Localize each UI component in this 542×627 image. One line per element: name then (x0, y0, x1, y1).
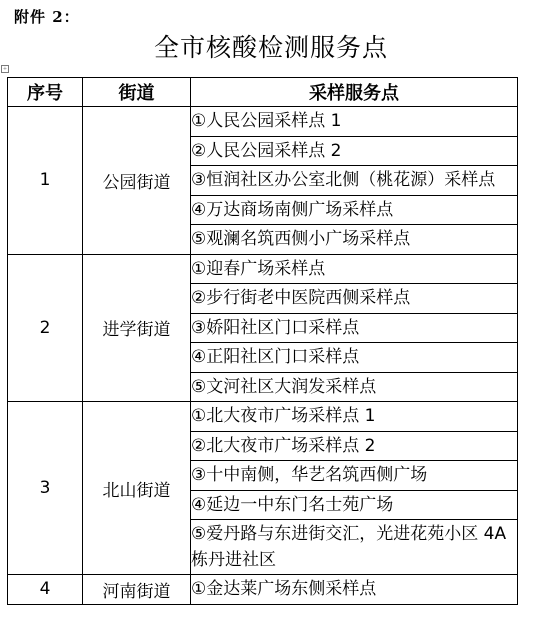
document-title: 全市核酸检测服务点 (153, 33, 388, 62)
service-point-cell: ⑤爱丹路与东进街交汇，光进花苑小区 4A 栋丹进社区 (191, 520, 518, 575)
header-street: 街道 (83, 78, 191, 107)
street-cell: 北山街道 (83, 402, 191, 575)
seq-cell: 1 (8, 107, 83, 255)
service-point-cell: ③恒润社区办公室北侧（桃花源）采样点 (191, 166, 518, 196)
seq-cell: 2 (8, 254, 83, 402)
table-row (8, 107, 518, 137)
service-point-cell: ①迎春广场采样点 (191, 254, 518, 284)
seq-cell: 4 (8, 575, 83, 605)
table-anchor-icon[interactable]: + (2, 66, 8, 72)
service-point-cell: ③十中南侧，华艺名筑西侧广场 (191, 461, 518, 491)
service-point-cell: ②步行街老中医院西侧采样点 (191, 284, 518, 314)
service-point-cell: ①金达莱广场东侧采样点 (191, 575, 518, 605)
service-point-cell: ④万达商场南侧广场采样点 (191, 195, 518, 225)
service-points-table (7, 77, 518, 605)
table-header-row (8, 78, 518, 107)
street-cell: 进学街道 (83, 254, 191, 402)
header-service-point: 采样服务点 (191, 78, 518, 107)
service-point-cell: ④延边一中东门名士苑广场 (191, 490, 518, 520)
street-cell: 公园街道 (83, 107, 191, 255)
service-point-cell: ①人民公园采样点 1 (191, 107, 518, 137)
service-point-cell: ⑤文河社区大润发采样点 (191, 372, 518, 402)
table-row (8, 254, 518, 284)
street-cell: 河南街道 (83, 575, 191, 605)
attachment-label: 附件 2： (14, 8, 80, 26)
service-point-cell: ②北大夜市广场采样点 2 (191, 431, 518, 461)
seq-cell: 3 (8, 402, 83, 575)
service-point-cell: ③娇阳社区门口采样点 (191, 313, 518, 343)
service-point-cell: ②人民公园采样点 2 (191, 136, 518, 166)
service-point-cell: ①北大夜市广场采样点 1 (191, 402, 518, 432)
table-row (8, 402, 518, 432)
header-seq: 序号 (8, 78, 83, 107)
service-point-cell: ⑤观澜名筑西侧小广场采样点 (191, 225, 518, 255)
service-point-cell: ④正阳社区门口采样点 (191, 343, 518, 373)
table-row (8, 575, 518, 605)
